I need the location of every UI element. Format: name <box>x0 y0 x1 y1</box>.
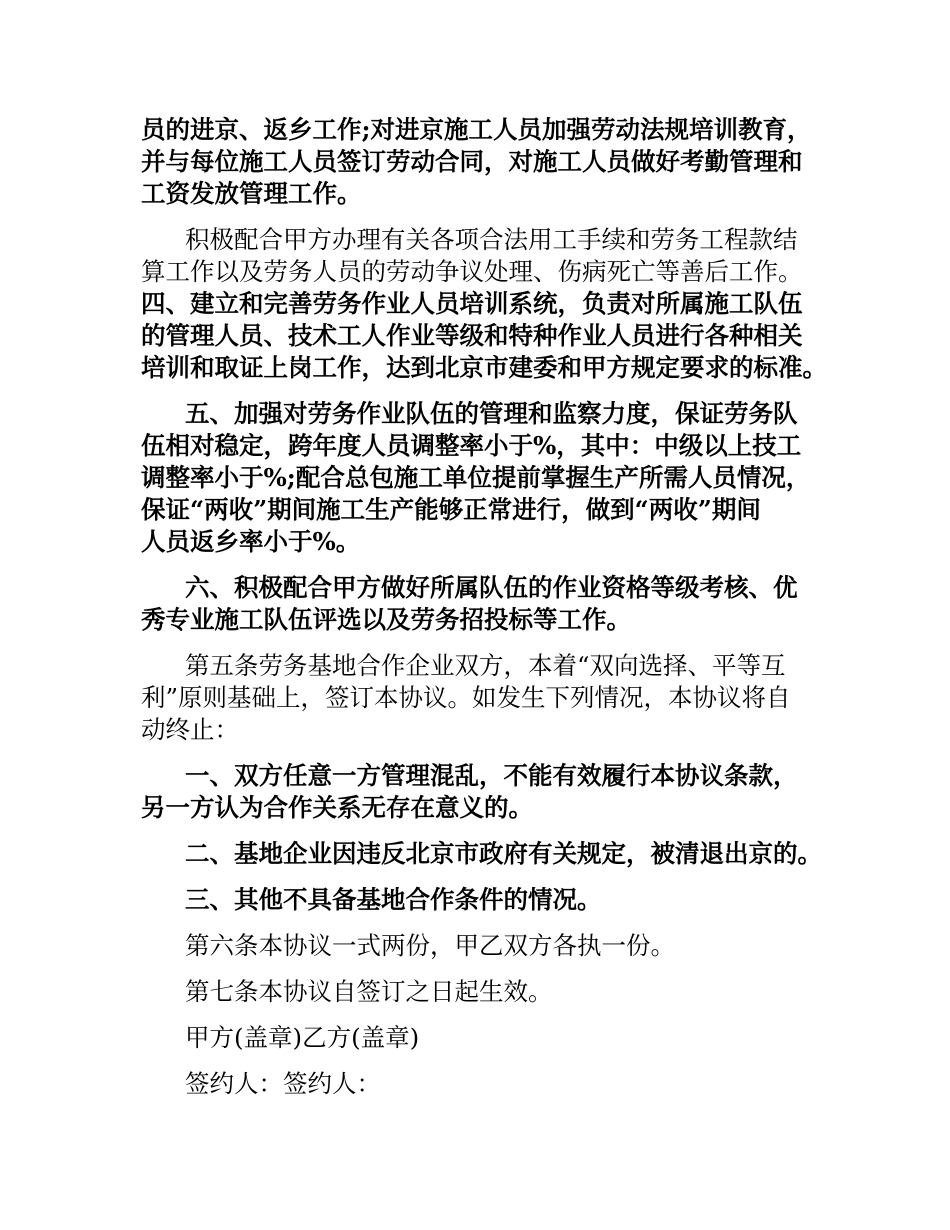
paragraph-line: 二、基地企业因违反北京市政府有关规定，被清退出京的。 <box>185 839 822 868</box>
paragraph-line: 员的进京、返乡工作;对进京施工人员加强劳动法规培训教育， <box>141 115 812 144</box>
paragraph-line: 伍相对稳定，跨年度人员调整率小于%，其中：中级以上技工 <box>141 431 802 460</box>
paragraph-line: 六、积极配合甲方做好所属队伍的作业资格等级考核、优 <box>185 573 798 602</box>
paragraph-line: 工资发放管理工作。 <box>141 179 362 208</box>
paragraph-line: 第六条本协议一式两份，甲乙双方各执一份。 <box>185 931 675 960</box>
paragraph-line: 调整率小于%;配合总包施工单位提前掌握生产所需人员情况， <box>141 463 811 492</box>
paragraph-line: 利”原则基础上，签订本协议。如发生下列情况，本协议将自 <box>141 683 791 712</box>
paragraph-line: 一、双方任意一方管理混乱，不能有效履行本协议条款， <box>185 761 798 790</box>
paragraph-line: 另一方认为合作关系无存在意义的。 <box>141 793 533 822</box>
paragraph-line: 第七条本协议自签订之日起生效。 <box>185 977 553 1006</box>
paragraph-line: 秀专业施工队伍评选以及劳务招投标等工作。 <box>141 605 631 634</box>
paragraph-line: 培训和取证上岗工作，达到北京市建委和甲方规定要求的标准。 <box>141 353 827 382</box>
paragraph-line: 的管理人员、技术工人作业等级和特种作业人员进行各种相关 <box>141 321 803 350</box>
paragraph-line: 第五条劳务基地合作企业双方，本着“双向选择、平等互 <box>185 651 786 680</box>
paragraph-line: 甲方(盖章)乙方(盖章) <box>185 1023 420 1052</box>
paragraph-line: 四、建立和完善劳务作业人员培训系统，负责对所属施工队伍 <box>141 289 803 318</box>
paragraph-line: 并与每位施工人员签订劳动合同，对施工人员做好考勤管理和 <box>141 147 803 176</box>
paragraph-line: 五、加强对劳务作业队伍的管理和监察力度，保证劳务队 <box>185 399 798 428</box>
paragraph-line: 动终止： <box>141 715 239 744</box>
paragraph-line: 签约人：签约人： <box>185 1069 381 1098</box>
paragraph-line: 保证“两收”期间施工生产能够正常进行，做到“两收”期间 <box>141 495 761 524</box>
paragraph-line: 三、其他不具备基地合作条件的情况。 <box>185 885 602 914</box>
paragraph-line: 积极配合甲方办理有关各项合法用工手续和劳务工程款结 <box>185 225 798 254</box>
paragraph-line: 算工作以及劳务人员的劳动争议处理、伤病死亡等善后工作。 <box>141 257 803 286</box>
paragraph-line: 人员返乡率小于%。 <box>141 527 361 556</box>
